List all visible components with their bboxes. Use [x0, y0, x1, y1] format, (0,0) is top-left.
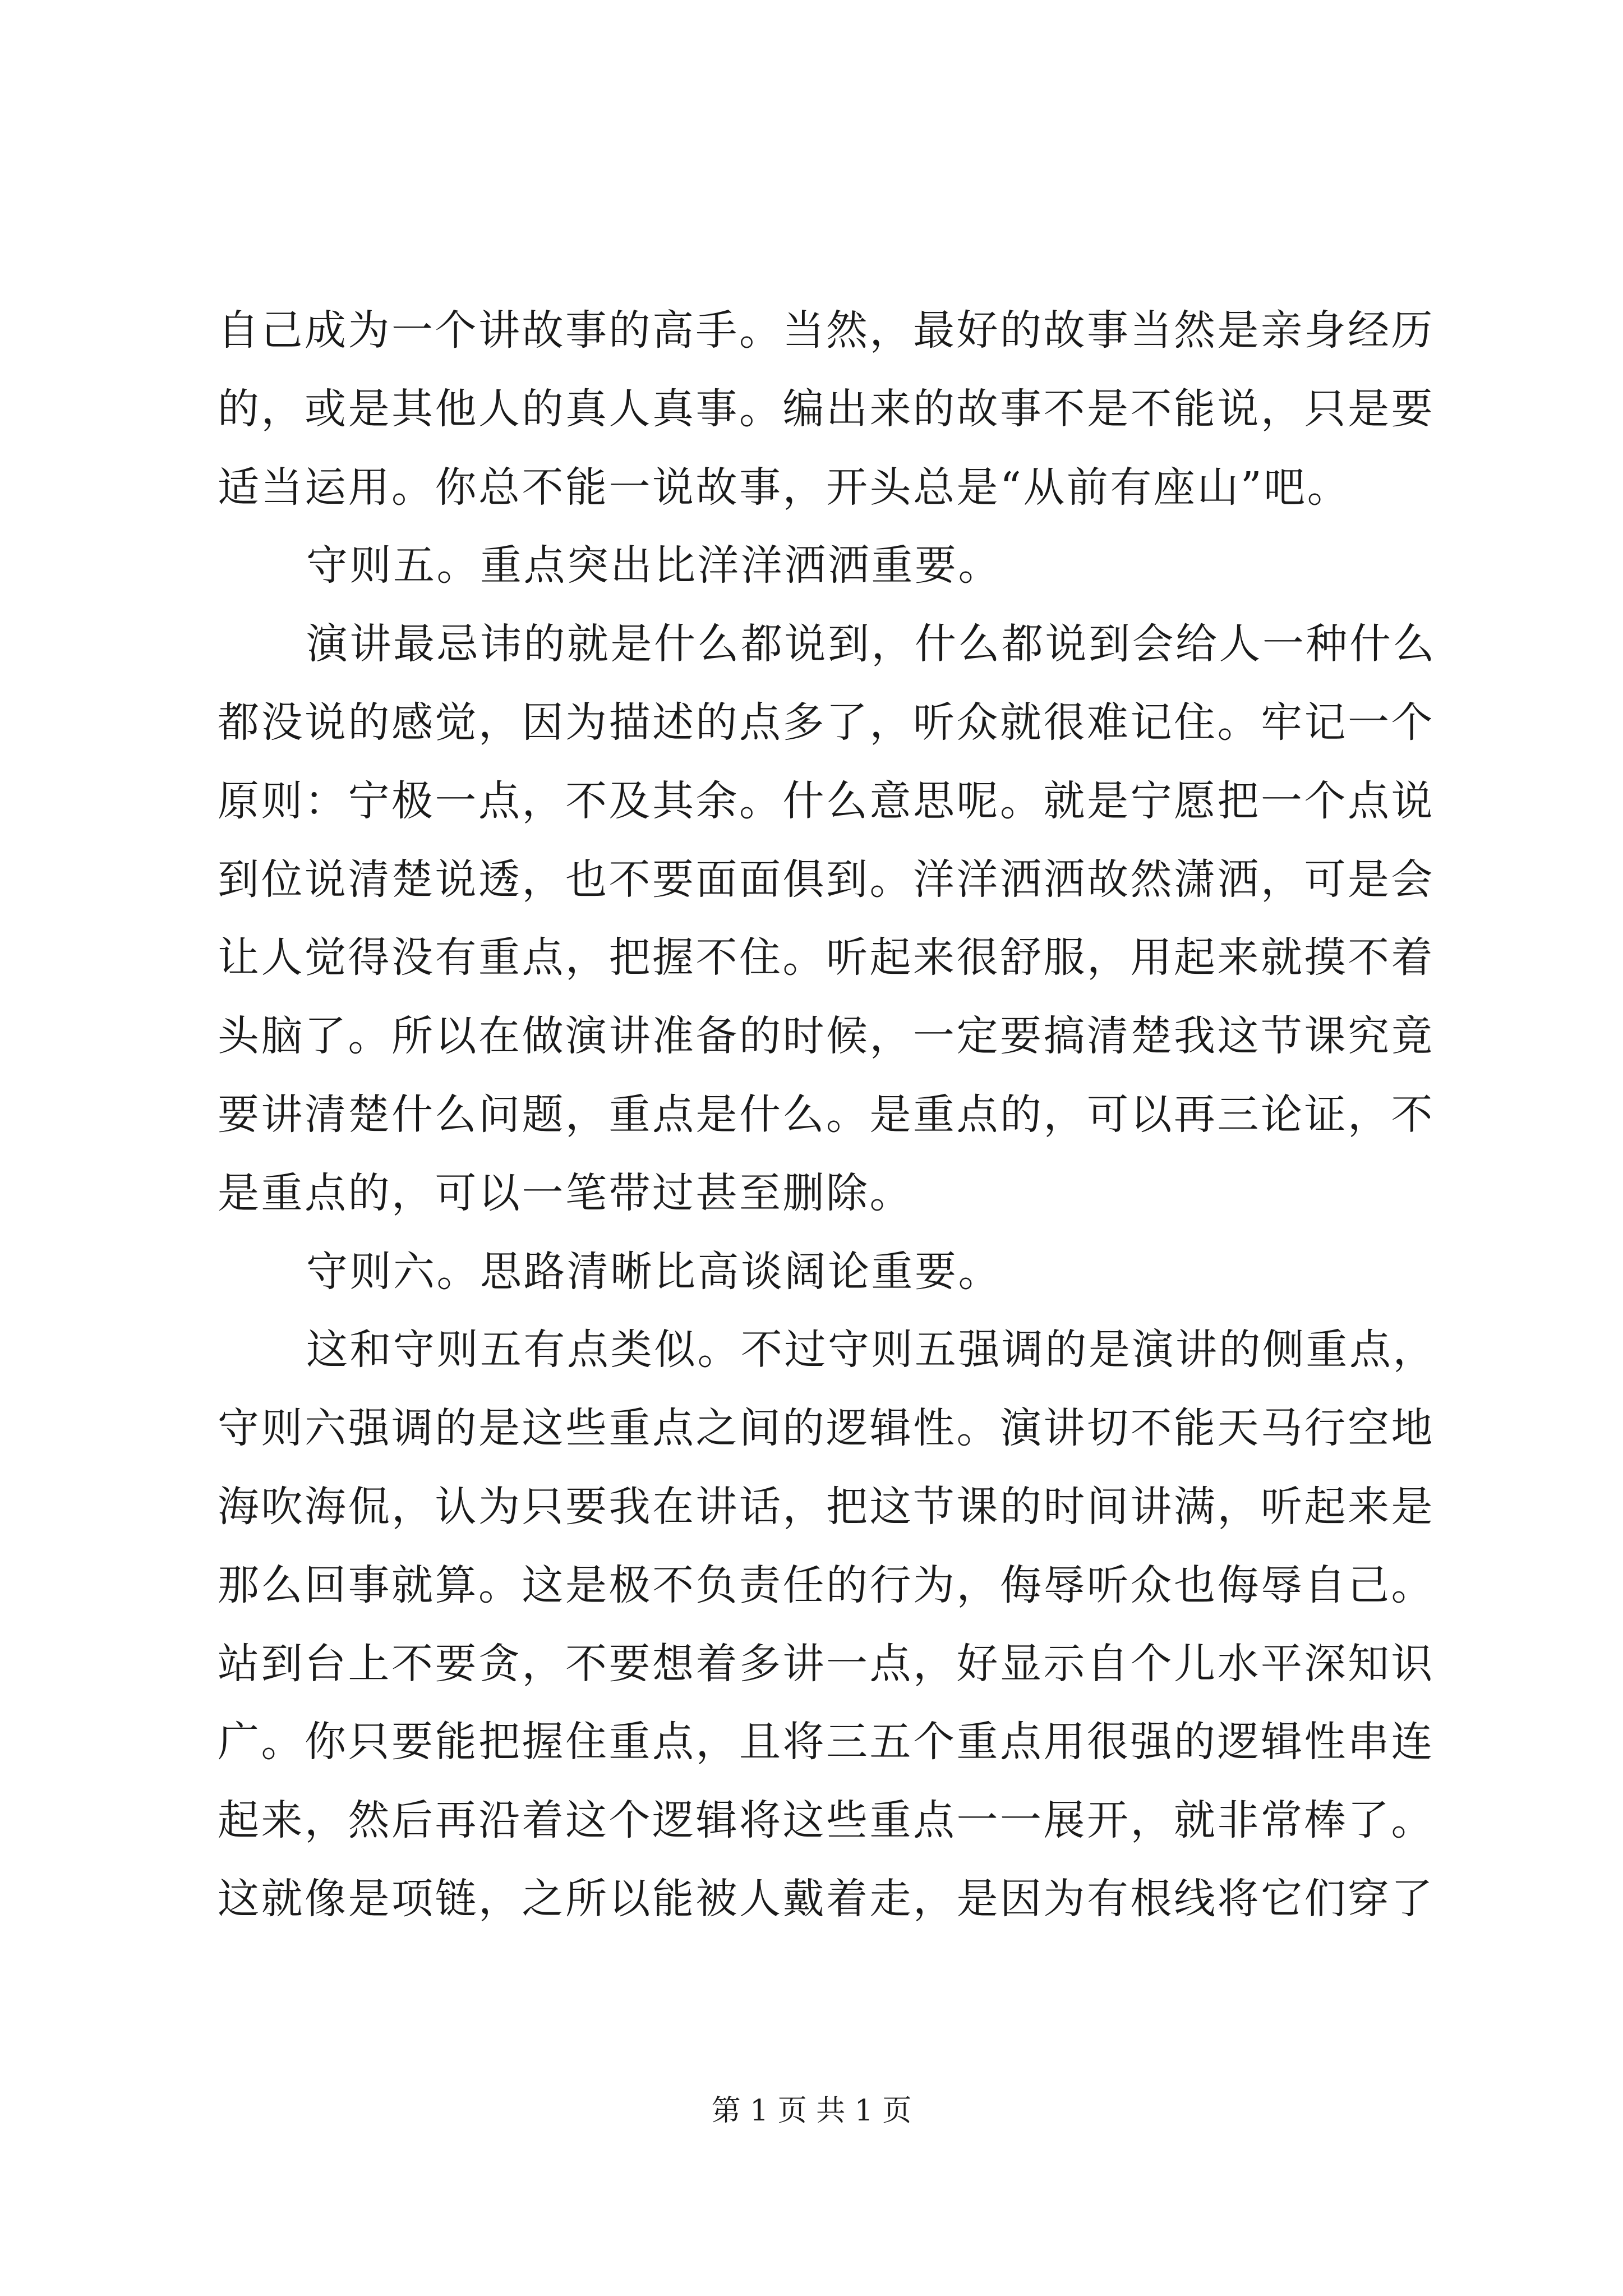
text-line: 到位说清楚说透，也不要面面俱到。洋洋洒洒故然潇洒，可是会: [218, 855, 1435, 904]
text-line: 起来，然后再沿着这个逻辑将这些重点一一展开，就非常棒了。: [218, 1796, 1435, 1845]
text-line: 站到台上不要贪，不要想着多讲一点，好显示自个儿水平深知识: [218, 1639, 1435, 1688]
text-line: 守则六强调的是这些重点之间的逻辑性。演讲切不能天马行空地: [218, 1404, 1435, 1453]
text-line: 都没说的感觉，因为描述的点多了，听众就很难记住。牢记一个: [218, 698, 1435, 747]
text-line: 演讲最忌讳的就是什么都说到，什么都说到会给人一种什么: [306, 620, 1436, 669]
text-line: 这就像是项链，之所以能被人戴着走，是因为有根线将它们穿了: [218, 1874, 1435, 1923]
text-line: 自己成为一个讲故事的高手。当然，最好的故事当然是亲身经历: [218, 306, 1435, 355]
text-line: 适当运用。你总不能一说故事，开头总是“从前有座山”吧。: [218, 463, 1351, 512]
text-line: 要讲清楚什么问题，重点是什么。是重点的，可以再三论证，不: [218, 1090, 1435, 1139]
text-line: 的，或是其他人的真人真事。编出来的故事不是不能说，只是要: [218, 384, 1435, 433]
page-footer: 第 1 页 共 1 页: [711, 2094, 912, 2128]
section-heading-rule-5: 守则五。重点突出比洋洋洒洒重要。: [306, 541, 1002, 590]
text-line: 头脑了。所以在做演讲准备的时候，一定要搞清楚我这节课究竟: [218, 1012, 1435, 1061]
text-line: 是重点的，可以一笔带过甚至删除。: [218, 1168, 913, 1217]
text-line: 原则：宁极一点，不及其余。什么意思呢。就是宁愿把一个点说: [218, 776, 1435, 825]
text-line: 这和守则五有点类似。不过守则五强调的是演讲的侧重点，: [306, 1326, 1436, 1374]
text-line: 让人觉得没有重点，把握不住。听起来很舒服，用起来就摸不着: [218, 933, 1435, 982]
text-line: 广。你只要能把握住重点，且将三五个重点用很强的逻辑性串连: [218, 1718, 1435, 1766]
body-text: [218, 292, 1435, 1939]
text-line: 海吹海侃，认为只要我在讲话，把这节课的时间讲满，听起来是: [218, 1482, 1435, 1531]
text-line: 那么回事就算。这是极不负责任的行为，侮辱听众也侮辱自己。: [218, 1561, 1435, 1609]
section-heading-rule-6: 守则六。思路清晰比高谈阔论重要。: [306, 1247, 1002, 1296]
